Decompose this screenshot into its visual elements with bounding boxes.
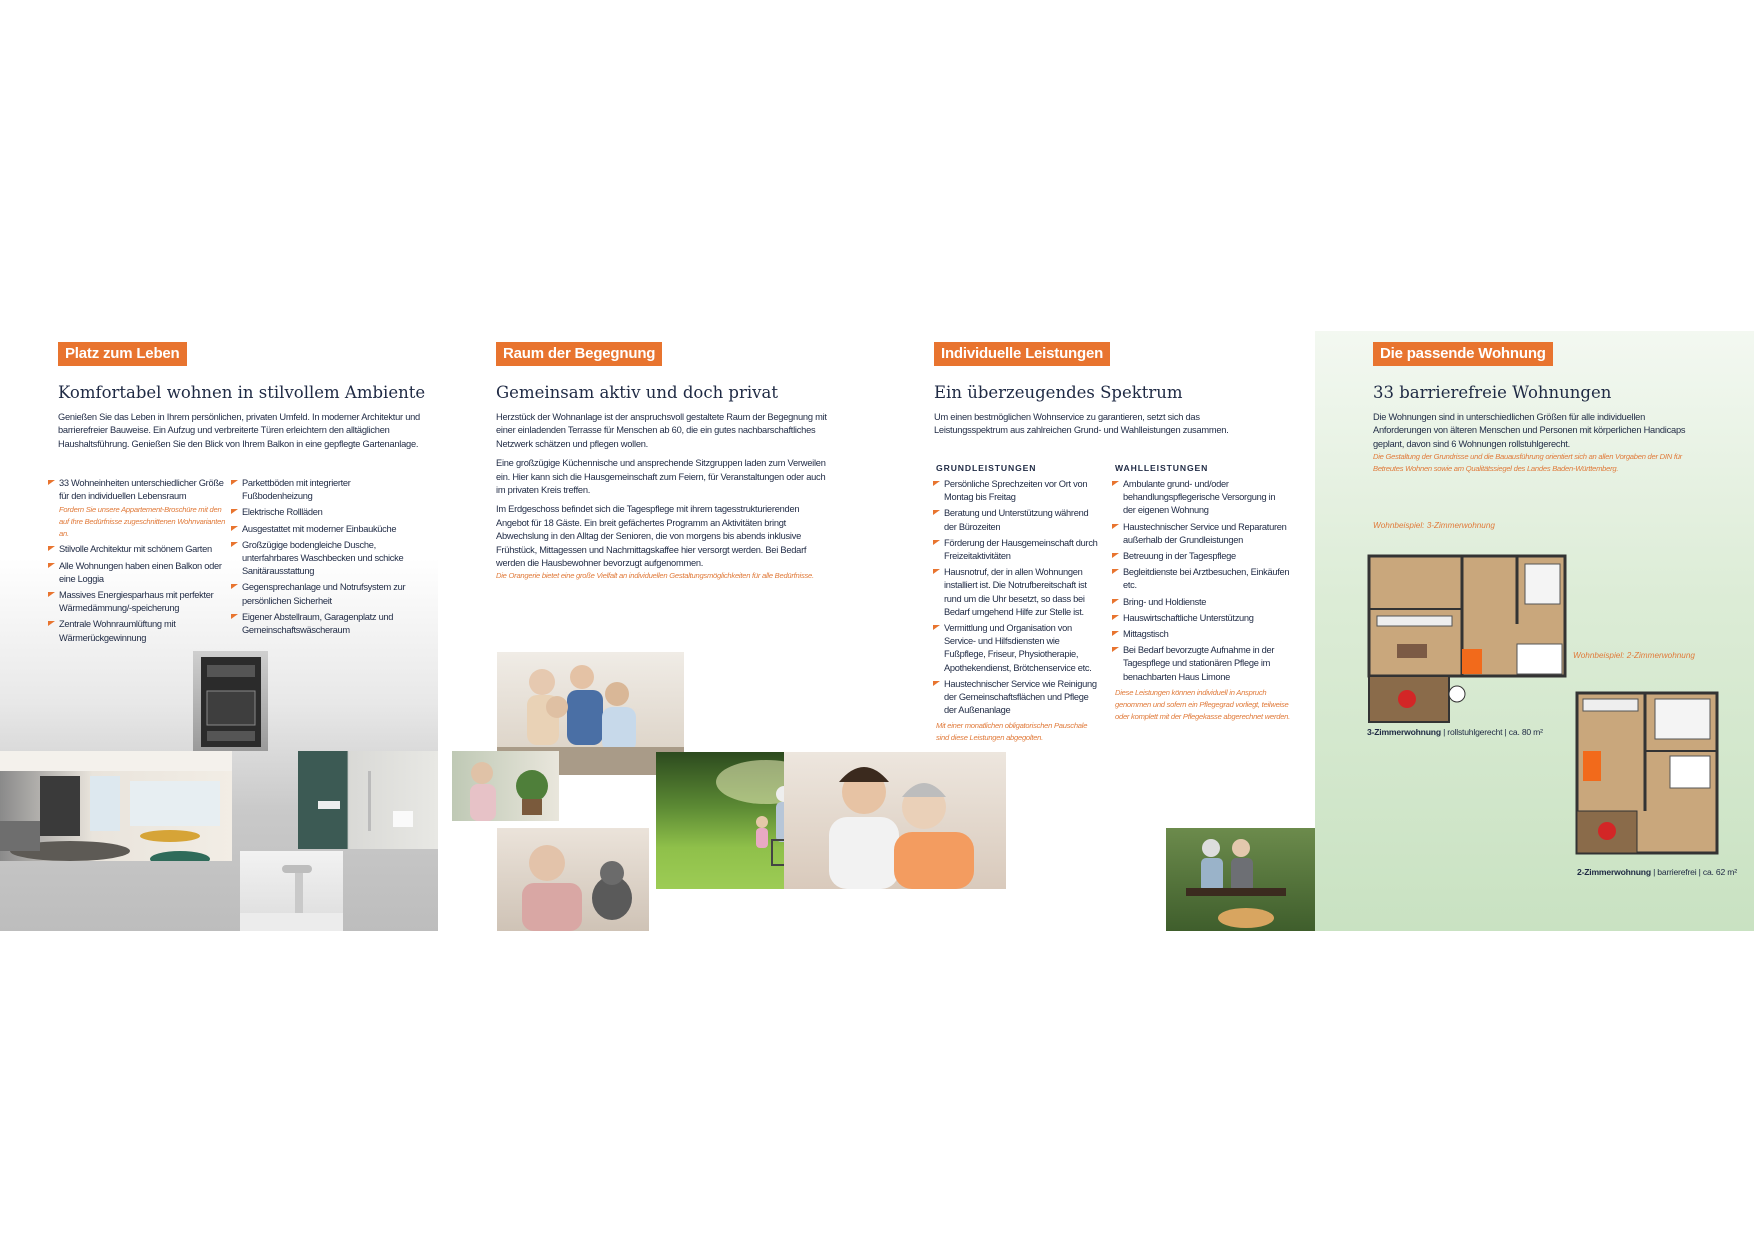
couple-bench-photo bbox=[1166, 828, 1315, 931]
intro-text: Genießen Sie das Leben in Ihrem persönlichen, privaten Umfeld. In moderner Architektur und barrierefreier Bauweise. Ein Aufzug und verbreiterte Türen erleichtern den alltäglichen Haushaltsführung. Genießen Sie den Blick von Ihrem Balkon in eine gepflegte Gartenanlage. bbox=[58, 412, 420, 449]
section-heading: Ein überzeugendes Spektrum bbox=[934, 383, 1183, 402]
list-item: 33 Wohneinheiten unterschiedlicher Größe für den individuellen Lebensraum bbox=[48, 477, 226, 503]
list-item: Alle Wohnungen haben einen Balkon oder eine Loggia bbox=[48, 560, 226, 586]
plan1-caption: 3-Zimmerwohnung | rollstuhlgerecht | ca. 80 m² bbox=[1367, 727, 1543, 737]
list-item: Hausnotruf, der in allen Wohnungen installiert ist. Die Notrufbereitschaft ist rund um die Uhr besetzt, so dass bei Bedarf umgehend Hilfe zur Stelle ist. bbox=[933, 566, 1101, 619]
list-item: Betreuung in der Tagespflege bbox=[1112, 550, 1290, 563]
panel-platz-zum-leben bbox=[0, 331, 438, 931]
list-item: Massives Energiesparhaus mit perfekter Wärmedämmung/-speicherung bbox=[48, 589, 226, 615]
list-item: Bring- und Holdienste bbox=[1112, 596, 1290, 609]
wahlleistungen-title: WAHLLEISTUNGEN bbox=[1115, 463, 1209, 473]
list-item: Eigener Abstellraum, Garagenplatz und Gemeinschaftswäscheraum bbox=[231, 611, 406, 637]
faucet-photo bbox=[240, 851, 343, 931]
note-text: Die Gestaltung der Grundrisse und die Bauausführung orientiert sich an allen Vorgaben der DIN für Betreutes Wohnen sowie am Qualitätssiegel des Landes Baden-Württemberg. bbox=[1373, 452, 1682, 474]
list-item: Parkettböden mit integrierter Fußbodenheizung bbox=[231, 477, 406, 503]
list-item: Vermittlung und Organisation von Service- und Hilfsdiensten wie Fußpflege, Friseur, Physiotherapie, Apothekendienst, Brötchenservice etc. bbox=[933, 622, 1101, 675]
list-item: Haustechnischer Service wie Reinigung der Gemeinschaftsflächen und Pflege der Außenanlage bbox=[933, 678, 1101, 718]
list-item: Gegensprechanlage und Notrufsystem zur persönlichen Sicherheit bbox=[231, 581, 406, 607]
bathroom-photo bbox=[298, 751, 438, 849]
gardening-photo bbox=[452, 751, 559, 821]
grundleistungen-column bbox=[936, 463, 1101, 744]
list-item: Ambulante grund- und/oder behandlungspflegerische Versorgung in der eigenen Wohnung bbox=[1112, 478, 1290, 518]
intro-paragraph: Die Wohnungen sind in unterschiedlichen Größen für alle individuellen Anforderungen von älteren Menschen und Personen mit körperlichen Handicaps geplant, davon sind 6 Wohnungen rollstuhlgerecht. bbox=[1373, 412, 1686, 449]
plan1-label: Wohnbeispiel: 3-Zimmerwohnung bbox=[1373, 521, 1495, 530]
list-item: Hauswirtschaftliche Unterstützung bbox=[1112, 612, 1290, 625]
woman-cat-photo bbox=[497, 828, 649, 931]
list-item: Stilvolle Architektur mit schönem Garten bbox=[48, 543, 226, 556]
list-item: Großzügige bodengleiche Dusche, unterfahrbares Waschbecken und schicke Sanitärausstattung bbox=[231, 539, 406, 579]
intro-text: Um einen bestmöglichen Wohnservice zu garantieren, setzt sich das Leistungsspektrum aus zahlreichen Grund- und Wahlleistungen zusammen. bbox=[934, 412, 1229, 436]
living-room-photo bbox=[0, 751, 232, 861]
body-text bbox=[496, 411, 828, 582]
paragraph: Eine großzügige Küchennische und ansprechende Sitzgruppen laden zum Verweilen ein. Hier kann sich die Hausgemeinschaft zum Feiern, für Veranstaltungen oder auch im privaten Kreis treffen. bbox=[496, 458, 826, 496]
floorplan-2-zimmer bbox=[1575, 691, 1754, 861]
list-item: Persönliche Sprechzeiten vor Ort von Montag bis Freitag bbox=[933, 478, 1101, 504]
note-text: Die Orangerie bietet eine große Vielfalt an individuellen Gestaltungsmöglichkeiten für alle Bedürfnisse. bbox=[496, 571, 814, 581]
list-item: Mittagstisch bbox=[1112, 628, 1290, 641]
panel-die-passende-wohnung bbox=[1315, 331, 1754, 931]
panel-individuelle-leistungen bbox=[876, 331, 1315, 931]
paragraph: Im Erdgeschoss befindet sich die Tagespflege mit ihrem tagesstrukturierenden Angebot für 18 Gäste. Ein breit gefächertes Programm an Aktivitäten bringt Abwechslung in den Alltag der Senioren, die von morgens bis abends inklusive Frühstück, Mittagessen und Nachmittagskaffee hier versorgt werden. Bei Bedarf werden die Hausbewohner bevorzugt aufgenommen. bbox=[496, 504, 807, 569]
intro-text bbox=[1373, 411, 1703, 475]
feature-list-2 bbox=[231, 477, 406, 640]
floorplan-3-zimmer bbox=[1367, 554, 1567, 724]
list-item: Zentrale Wohnraumlüftung mit Wärmerückgewinnung bbox=[48, 618, 226, 644]
oven-photo bbox=[193, 651, 268, 751]
section-tag: Platz zum Leben bbox=[58, 342, 187, 366]
plan2-caption: 2-Zimmerwohnung | barrierefrei | ca. 62 m² bbox=[1577, 867, 1737, 877]
caregiver-photo bbox=[784, 752, 1006, 889]
grund-note: Mit einer monatlichen obligatorischen Pauschale sind diese Leistungen abgegolten. bbox=[936, 721, 1088, 743]
wahlleistungen-column bbox=[1115, 463, 1290, 723]
list-note: Fordern Sie unsere Appartement-Broschüre mit den auf Ihre Bedürfnisse zugeschnittenen Wohnvarianten an. bbox=[59, 505, 226, 539]
paragraph: Herzstück der Wohnanlage ist der anspruchsvoll gestaltete Raum der Begegnung mit einer einladenden Terrasse für Menschen ab 60, die ein gutes nachbarschaftliches Netzwerk schätzen und pflegen wollen. bbox=[496, 412, 827, 449]
section-heading: Komfortabel wohnen in stilvollem Ambiente bbox=[58, 383, 426, 402]
section-tag: Individuelle Leistungen bbox=[934, 342, 1110, 366]
grundleistungen-title: GRUNDLEISTUNGEN bbox=[936, 463, 1037, 473]
list-item: Haustechnischer Service und Reparaturen außerhalb der Grundleistungen bbox=[1112, 521, 1290, 547]
list-item: Bei Bedarf bevorzugte Aufnahme in der Tagespflege und stationären Pflege im benachbarten Haus Limone bbox=[1112, 644, 1290, 684]
list-item: Förderung der Hausgemeinschaft durch Freizeitaktivitäten bbox=[933, 537, 1101, 563]
feature-list-1 bbox=[48, 477, 226, 648]
list-item: Begleitdienste bei Arztbesuchen, Einkäufen etc. bbox=[1112, 566, 1290, 592]
list-item: Elektrische Rollläden bbox=[231, 506, 406, 519]
section-heading: Gemeinsam aktiv und doch privat bbox=[496, 383, 778, 402]
list-item: Beratung und Unterstützung während der Bürozeiten bbox=[933, 507, 1101, 533]
section-tag: Die passende Wohnung bbox=[1373, 342, 1553, 366]
list-item: Ausgestattet mit moderner Einbauküche bbox=[231, 523, 406, 536]
wahl-note: Diese Leistungen können individuell in Anspruch genommen und sofern ein Pflegegrad vorliegt, teilweise oder komplett mit der Pflegekasse abgerechnet werden. bbox=[1115, 687, 1291, 721]
section-tag: Raum der Begegnung bbox=[496, 342, 662, 366]
section-heading: 33 barrierefreie Wohnungen bbox=[1373, 383, 1612, 402]
plan2-label: Wohnbeispiel: 2-Zimmerwohnung bbox=[1573, 651, 1695, 660]
